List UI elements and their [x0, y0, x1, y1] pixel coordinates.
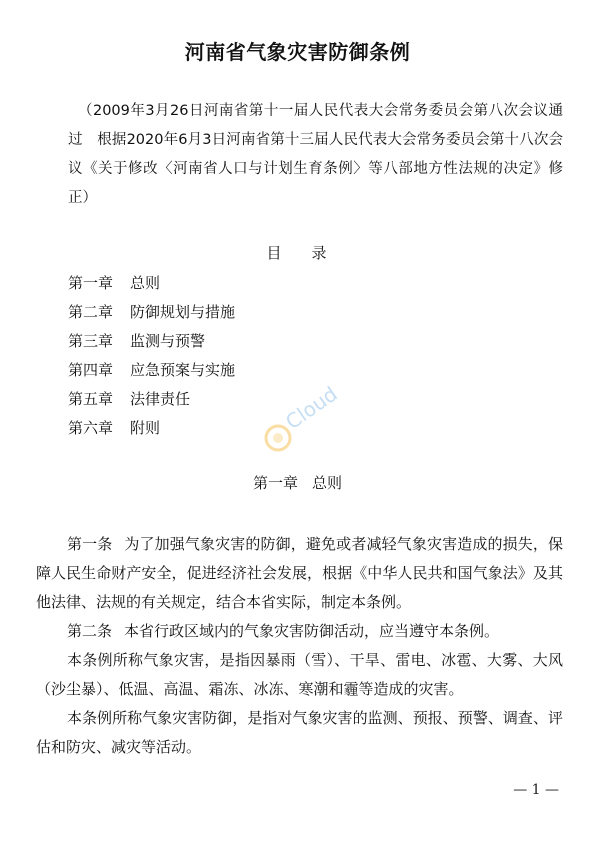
toc-chapter-name: 监测与预警 [130, 332, 206, 350]
article-text: 本省行政区域内的气象灾害防御活动，应当遵守本条例。 [124, 622, 500, 640]
page-number: — 1 — [513, 782, 559, 798]
chapter-name: 总则 [312, 474, 343, 492]
chapter-heading [0, 472, 595, 493]
toc-chapter-name: 附则 [130, 419, 161, 437]
chapter-body [36, 530, 563, 762]
toc-chapter-number: 第二章 [68, 303, 114, 321]
toc-chapter-name: 法律责任 [130, 390, 191, 408]
toc-item [68, 356, 235, 385]
toc-chapter-number: 第五章 [68, 390, 114, 408]
enactment-note: （2009年3月26日河南省第十一届人民代表大会常务委员会第八次会议通过 根据2020年6月3日河南省第十三届人民代表大会常务委员会第十八次会议《关于修改〈河南省人口与计划生育条例〉等八部地方性法规的决定》修正） [68, 103, 563, 206]
table-of-contents [68, 269, 235, 443]
toc-chapter-number: 第六章 [68, 419, 114, 437]
toc-heading-right: 录 [311, 244, 329, 262]
article-text: 为了加强气象灾害的防御，避免或者减轻气象灾害造成的损失，保障人民生命财产安全，促进经济社会发展，根据《中华人民共和国气象法》及其他法律、法规的有关规定，结合本省实际，制定本条例。 [36, 535, 563, 611]
clause-paragraph [36, 646, 563, 704]
clause-paragraph [36, 704, 563, 762]
watermark-text: Cloud [281, 381, 342, 435]
article-paragraph [36, 530, 563, 617]
clause-text: 本条例所称气象灾害防御，是指对气象灾害的监测、预报、预警、调查、评估和防灾、减灾等活动。 [36, 709, 563, 756]
toc-chapter-number: 第一章 [68, 274, 114, 292]
clause-text: 本条例所称气象灾害，是指因暴雨（雪）、干旱、雷电、冰雹、大雾、大风（沙尘暴）、低温、高温、霜冻、冰冻、寒潮和霾等造成的灾害。 [36, 651, 563, 698]
cloud-watermark-logo [256, 378, 346, 458]
toc-item [68, 327, 235, 356]
document-title: 河南省气象灾害防御条例 [184, 40, 411, 64]
article-number: 第一条 [67, 535, 113, 553]
article-paragraph [36, 617, 563, 646]
toc-heading-left: 目 [266, 244, 284, 262]
toc-item [68, 298, 235, 327]
toc-chapter-name: 应急预案与实施 [130, 361, 236, 379]
toc-item [68, 414, 235, 443]
chapter-number: 第一章 [252, 474, 298, 492]
article-number: 第二条 [67, 622, 113, 640]
toc-item [68, 269, 235, 298]
toc-item [68, 385, 235, 414]
toc-chapter-number: 第三章 [68, 332, 114, 350]
toc-chapter-name: 防御规划与措施 [130, 303, 236, 321]
toc-chapter-number: 第四章 [68, 361, 114, 379]
toc-chapter-name: 总则 [130, 274, 161, 292]
toc-heading [0, 242, 595, 263]
